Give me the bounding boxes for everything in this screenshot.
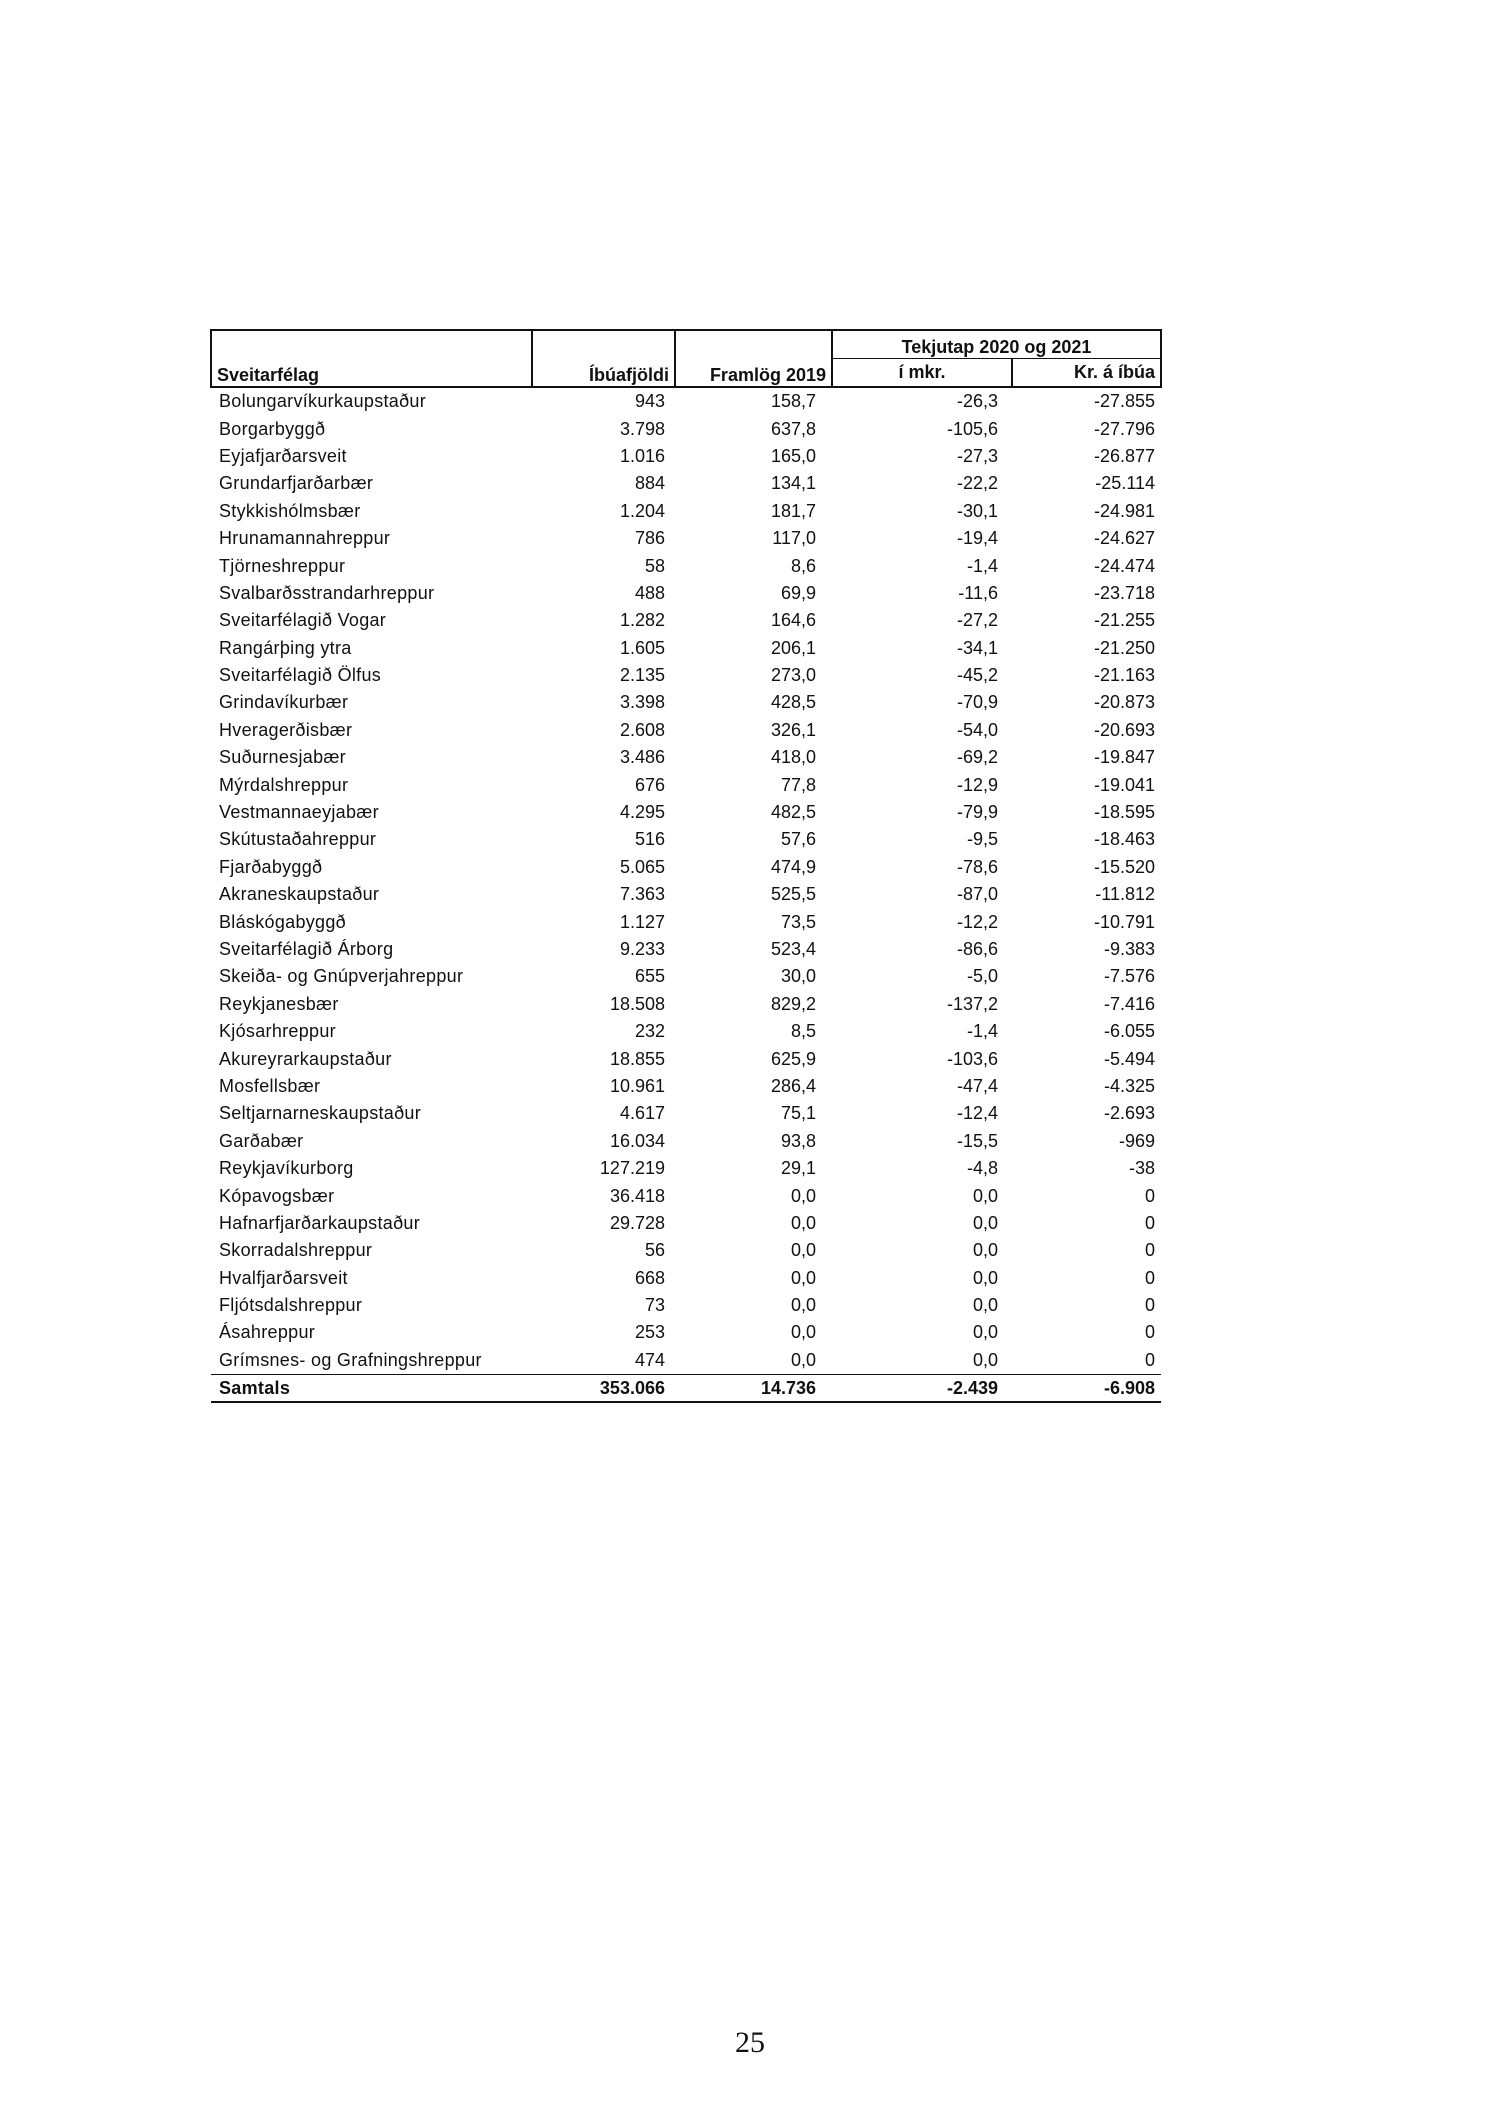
table-row [211, 552, 1161, 579]
municipality-name: Skorradalshreppur [219, 1240, 373, 1261]
loss-per-capita-cell: -24.981 [1093, 500, 1156, 521]
loss-per-capita-cell: -21.163 [1093, 665, 1156, 686]
loss-per-capita-cell: -24.474 [1093, 555, 1156, 576]
table-row [211, 1100, 1161, 1127]
loss-mkr-cell: -15,5 [956, 1130, 998, 1151]
population-cell: 786 [634, 528, 665, 549]
table-row [211, 580, 1161, 607]
population-cell: 29.728 [609, 1212, 665, 1233]
municipality-name: Grindavíkurbær [219, 692, 349, 713]
table-body [211, 387, 1161, 1375]
loss-mkr-cell: -78,6 [956, 856, 998, 877]
table-row [211, 607, 1161, 634]
municipality-name: Sveitarfélagið Vogar [219, 610, 387, 631]
contributions-cell: 418,0 [770, 747, 816, 768]
municipality-name: Sveitarfélagið Ölfus [219, 665, 382, 686]
population-cell: 3.798 [619, 418, 665, 439]
loss-per-capita-cell: -20.693 [1093, 719, 1156, 740]
population-cell: 1.204 [619, 500, 665, 521]
population-cell: 516 [634, 829, 665, 850]
table-row [211, 881, 1161, 908]
table-row [211, 1073, 1161, 1100]
totals-contributions: 14.736 [675, 1375, 832, 1403]
totals-loss-mkr: -2.439 [832, 1375, 1012, 1403]
municipality-name: Akureyrarkaupstaður [219, 1048, 392, 1069]
loss-mkr-cell: -27,3 [956, 445, 998, 466]
loss-mkr-cell: -26,3 [956, 391, 998, 412]
loss-mkr-cell: 0,0 [972, 1185, 998, 1206]
table-row [211, 1155, 1161, 1182]
loss-mkr-cell: -5,0 [966, 966, 998, 987]
loss-per-capita-cell: -11.812 [1095, 884, 1156, 905]
population-cell: 56 [644, 1240, 665, 1261]
table-row [211, 689, 1161, 716]
municipality-name: Hrunamannahreppur [219, 528, 391, 549]
loss-per-capita-cell: -18.463 [1093, 829, 1156, 850]
population-cell: 18.508 [609, 993, 665, 1014]
totals-loss-per-capita: -6.908 [1012, 1375, 1161, 1403]
loss-mkr-cell: -79,9 [956, 802, 998, 823]
totals-row [211, 1375, 1161, 1403]
population-cell: 127.219 [599, 1158, 665, 1179]
header-municipality: Sveitarfélag [211, 330, 532, 387]
table-row [211, 387, 1161, 415]
municipality-name: Fjarðabyggð [219, 856, 323, 877]
contributions-cell: 73,5 [780, 911, 816, 932]
loss-per-capita-cell: -5.494 [1103, 1048, 1156, 1069]
contributions-cell: 326,1 [770, 719, 816, 740]
loss-per-capita-cell: 0 [1145, 1185, 1156, 1206]
contributions-cell: 158,7 [770, 391, 816, 412]
population-cell: 884 [634, 473, 665, 494]
loss-mkr-cell: -105,6 [946, 418, 998, 439]
municipality-name: Seltjarnarneskaupstaður [219, 1103, 422, 1124]
population-cell: 3.398 [619, 692, 665, 713]
header-loss-mkr: í mkr. [832, 359, 1012, 388]
population-cell: 1.282 [619, 610, 665, 631]
loss-mkr-cell: -12,2 [956, 911, 998, 932]
municipality-name: Vestmannaeyjabær [219, 802, 379, 823]
loss-mkr-cell: -69,2 [956, 747, 998, 768]
loss-mkr-cell: -103,6 [946, 1048, 998, 1069]
table-row [211, 1319, 1161, 1346]
contributions-cell: 637,8 [770, 418, 816, 439]
loss-mkr-cell: -87,0 [956, 884, 998, 905]
contributions-cell: 523,4 [770, 939, 816, 959]
loss-per-capita-cell: -6.055 [1103, 1021, 1156, 1042]
loss-per-capita-cell: -2.693 [1103, 1103, 1156, 1124]
municipality-name: Skútustaðahreppur [219, 829, 377, 850]
loss-mkr-cell: 0,0 [972, 1267, 998, 1288]
loss-per-capita-cell: -26.877 [1093, 445, 1156, 466]
loss-mkr-cell: -19,4 [956, 528, 998, 549]
population-cell: 488 [634, 582, 665, 603]
loss-mkr-cell: -86,6 [956, 939, 998, 959]
table-row [211, 498, 1161, 525]
table-row [211, 1182, 1161, 1209]
population-cell: 73 [644, 1295, 665, 1316]
municipality-name: Tjörneshreppur [219, 555, 346, 576]
table-header [211, 330, 1161, 387]
totals-label: Samtals [211, 1375, 532, 1403]
population-cell: 36.418 [609, 1185, 665, 1206]
loss-per-capita-cell: 0 [1145, 1212, 1156, 1233]
municipality-name: Hvalfjarðarsveit [219, 1267, 348, 1288]
contributions-cell: 525,5 [770, 884, 816, 905]
municipality-name: Reykjanesbær [219, 993, 339, 1014]
totals-population: 353.066 [532, 1375, 675, 1403]
loss-per-capita-cell: -21.255 [1093, 610, 1156, 631]
table-row [211, 826, 1161, 853]
table-row [211, 799, 1161, 826]
population-cell: 5.065 [619, 856, 665, 877]
table-row [211, 1018, 1161, 1045]
contributions-cell: 165,0 [770, 445, 816, 466]
loss-mkr-cell: -137,2 [946, 993, 998, 1014]
contributions-cell: 77,8 [780, 774, 816, 795]
loss-mkr-cell: -1,4 [966, 1021, 998, 1042]
table-row [211, 470, 1161, 497]
municipality-name: Kópavogsbær [219, 1185, 335, 1206]
contributions-cell: 181,7 [770, 500, 816, 521]
loss-per-capita-cell: -18.595 [1093, 802, 1156, 823]
contributions-cell: 0,0 [790, 1267, 816, 1288]
loss-per-capita-cell: -7.576 [1103, 966, 1156, 987]
table-row [211, 1045, 1161, 1072]
table-row [211, 525, 1161, 552]
municipality-name: Hveragerðisbær [219, 719, 353, 740]
loss-per-capita-cell: -27.855 [1093, 391, 1156, 412]
population-cell: 7.363 [619, 884, 665, 905]
municipality-name: Bláskógabyggð [219, 911, 346, 932]
contributions-cell: 0,0 [675, 1347, 832, 1375]
contributions-cell: 829,2 [770, 993, 816, 1014]
loss-mkr-cell: -12,4 [956, 1103, 998, 1124]
loss-mkr-cell: -70,9 [956, 692, 998, 713]
population-cell: 10.961 [609, 1075, 665, 1096]
contributions-cell: 93,8 [780, 1130, 816, 1151]
loss-per-capita-cell: -38 [1129, 1158, 1156, 1179]
loss-per-capita-cell: -7.416 [1103, 993, 1156, 1014]
contributions-cell: 286,4 [770, 1075, 816, 1096]
municipality-name: Hafnarfjarðarkaupstaður [219, 1212, 421, 1233]
municipality-name: Borgarbyggð [219, 418, 326, 439]
table-row [211, 908, 1161, 935]
contributions-cell: 69,9 [780, 582, 816, 603]
municipality-name: Suðurnesjabær [219, 747, 346, 768]
population-cell: 1.016 [619, 445, 665, 466]
population-cell: 4.617 [619, 1103, 665, 1124]
loss-mkr-cell: -54,0 [956, 719, 998, 740]
loss-mkr-cell: -12,9 [956, 774, 998, 795]
loss-per-capita-cell: -24.627 [1093, 528, 1156, 549]
contributions-cell: 0,0 [790, 1240, 816, 1261]
loss-per-capita-cell: 0 [1145, 1295, 1156, 1316]
header-loss-per-capita: Kr. á íbúa [1012, 359, 1161, 388]
loss-mkr-cell: -30,1 [956, 500, 998, 521]
table-row [211, 1265, 1161, 1292]
table-row [211, 1292, 1161, 1319]
loss-per-capita-cell: -19.847 [1093, 747, 1156, 768]
contributions-cell: 0,0 [790, 1185, 816, 1206]
contributions-cell: 273,0 [770, 665, 816, 686]
table-row [211, 1237, 1161, 1264]
municipality-name: Grundarfjarðarbær [219, 473, 374, 494]
loss-mkr-cell: -4,8 [966, 1158, 998, 1179]
contributions-cell: 0,0 [790, 1322, 816, 1343]
header-revenue-loss-group: Tekjutap 2020 og 2021 [832, 330, 1161, 359]
table-row [211, 443, 1161, 470]
contributions-cell: 8,6 [790, 555, 816, 576]
contributions-cell: 8,5 [790, 1021, 816, 1042]
population-cell: 2.135 [619, 665, 665, 686]
loss-per-capita-cell: 0 [1145, 1267, 1156, 1288]
contributions-cell: 206,1 [770, 637, 816, 658]
header-contributions-2019: Framlög 2019 [675, 330, 832, 387]
contributions-cell: 57,6 [780, 829, 816, 850]
loss-per-capita-cell: -969 [1118, 1130, 1156, 1151]
table-row [211, 936, 1161, 963]
table-footer [211, 1375, 1161, 1403]
municipality-name: Stykkishólmsbær [219, 500, 361, 521]
contributions-cell: 164,6 [770, 610, 816, 631]
population-cell: 668 [634, 1267, 665, 1288]
contributions-cell: 29,1 [780, 1158, 816, 1179]
contributions-cell: 474,9 [770, 856, 816, 877]
page-number: 25 [735, 2026, 765, 2059]
loss-per-capita-cell: 0 [1145, 1322, 1156, 1343]
municipality-name: Grímsnes- og Grafningshreppur [211, 1347, 532, 1375]
contributions-cell: 482,5 [770, 802, 816, 823]
loss-per-capita-cell: -9.383 [1103, 939, 1156, 959]
table-row [211, 1210, 1161, 1237]
loss-per-capita-cell: -27.796 [1093, 418, 1156, 439]
municipality-name: Mosfellsbær [219, 1075, 321, 1096]
population-cell: 943 [634, 391, 665, 412]
municipality-name: Akraneskaupstaður [219, 884, 380, 905]
loss-mkr-cell: -11,6 [958, 582, 998, 603]
loss-per-capita-cell: -15.520 [1093, 856, 1156, 877]
loss-per-capita-cell: -4.325 [1103, 1075, 1156, 1096]
loss-per-capita-cell: -21.250 [1093, 637, 1156, 658]
loss-mkr-cell: -27,2 [956, 610, 998, 631]
contributions-cell: 428,5 [770, 692, 816, 713]
loss-mkr-cell: -9,5 [966, 829, 998, 850]
loss-mkr-cell: 0,0 [972, 1240, 998, 1261]
population-cell: 9.233 [619, 939, 665, 959]
loss-mkr-cell: 0,0 [832, 1347, 1012, 1375]
loss-per-capita-cell: -10.791 [1093, 911, 1156, 932]
municipality-name: Garðabær [219, 1130, 304, 1151]
contributions-cell: 625,9 [770, 1048, 816, 1069]
loss-mkr-cell: -22,2 [956, 473, 998, 494]
population-cell: 232 [634, 1021, 665, 1042]
municipal-revenue-loss-table [210, 329, 1162, 1403]
municipality-name: Kjósarhreppur [219, 1021, 336, 1042]
loss-mkr-cell: -1,4 [966, 555, 998, 576]
municipality-name: Ásahreppur [219, 1322, 316, 1343]
population-cell: 655 [634, 966, 665, 987]
contributions-cell: 0,0 [790, 1295, 816, 1316]
loss-per-capita-cell: -25.114 [1095, 473, 1156, 494]
contributions-cell: 75,1 [780, 1103, 816, 1124]
table-row [211, 717, 1161, 744]
table-row [211, 662, 1161, 689]
population-cell: 16.034 [609, 1130, 665, 1151]
table-row [211, 1347, 1161, 1375]
population-cell: 3.486 [619, 747, 665, 768]
population-cell: 4.295 [619, 802, 665, 823]
loss-mkr-cell: 0,0 [972, 1212, 998, 1233]
population-cell: 1.127 [619, 911, 665, 932]
municipality-name: Fljótsdalshreppur [219, 1295, 363, 1316]
loss-per-capita-cell: 0 [1012, 1347, 1161, 1375]
municipality-name: Eyjafjarðarsveit [219, 445, 347, 466]
population-cell: 253 [634, 1322, 665, 1343]
loss-per-capita-cell: -19.041 [1093, 774, 1156, 795]
municipality-name: Skeiða- og Gnúpverjahreppur [219, 966, 464, 987]
loss-mkr-cell: 0,0 [972, 1295, 998, 1316]
municipality-name: Mýrdalshreppur [219, 774, 349, 795]
table-row [211, 635, 1161, 662]
municipality-name: Reykjavíkurborg [219, 1158, 354, 1179]
population-cell: 1.605 [619, 637, 665, 658]
population-cell: 18.855 [609, 1048, 665, 1069]
population-cell: 2.608 [619, 719, 665, 740]
header-population: Íbúafjöldi [532, 330, 675, 387]
loss-mkr-cell: -34,1 [956, 637, 998, 658]
table-row [211, 415, 1161, 442]
loss-per-capita-cell: -20.873 [1093, 692, 1156, 713]
population-cell: 474 [532, 1347, 675, 1375]
contributions-cell: 117,0 [772, 528, 816, 549]
table-row [211, 1128, 1161, 1155]
contributions-cell: 30,0 [780, 966, 816, 987]
loss-per-capita-cell: -23.718 [1093, 582, 1156, 603]
municipality-name: Bolungarvíkurkaupstaður [219, 391, 427, 412]
table-row [211, 771, 1161, 798]
municipality-name: Sveitarfélagið Árborg [219, 939, 394, 959]
population-cell: 676 [634, 774, 665, 795]
municipality-name: Rangárþing ytra [219, 637, 352, 658]
loss-mkr-cell: -47,4 [956, 1075, 998, 1096]
loss-mkr-cell: 0,0 [972, 1322, 998, 1343]
table-row [211, 854, 1161, 881]
loss-per-capita-cell: 0 [1145, 1240, 1156, 1261]
municipal-revenue-loss-table-container [210, 329, 1160, 1403]
contributions-cell: 134,1 [770, 473, 816, 494]
table-row [211, 963, 1161, 990]
contributions-cell: 0,0 [790, 1212, 816, 1233]
municipality-name: Svalbarðsstrandarhreppur [219, 582, 435, 603]
table-row [211, 991, 1161, 1018]
population-cell: 58 [644, 555, 665, 576]
loss-mkr-cell: -45,2 [956, 665, 998, 686]
table-row [211, 744, 1161, 771]
